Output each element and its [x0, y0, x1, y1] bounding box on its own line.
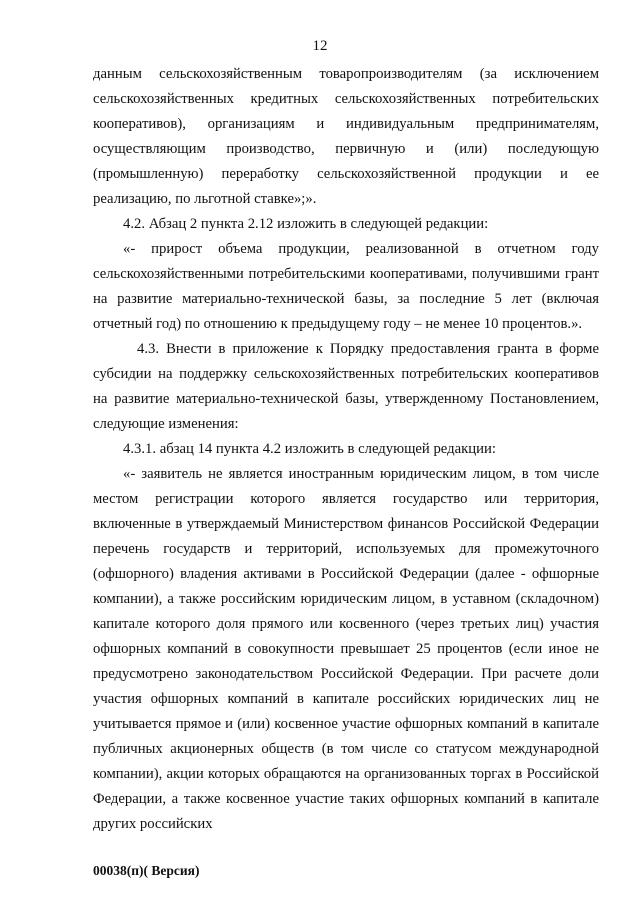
document-body — [93, 62, 599, 837]
page-number: 12 — [312, 38, 328, 54]
paragraph-4-2: 4.2. Абзац 2 пункта 2.12 изложить в следующей редакции: — [123, 216, 489, 232]
paragraph-4-3-1-quote: «- заявитель не является иностранным юридическим лицом, в том числе местом регистрации которого является государство или территория, включенные в утверждаемый Министерством финансов Российской Федерации перечень государств и территорий, используемых для промежуточного (офшорного) владения активами в Российской Федерации (далее - офшорные компании), а также российским юридическим лицом, в уставном (складочном) капитале которого доля прямого или косвенного (через третьих лиц) участия офшорных компаний в совокупности превышает 25 процентов (если иное не предусмотрено законодательством Российской Федерации. При расчете доли участия офшорных компаний в капитале российских юридических лиц не учитывается прямое и (или) косвенное участие офшорных компаний в капитале публичных акционерных обществ (в том числе со статусом международной компании), акции которых обращаются на организованных торгах в Российской Федерации, а также косвенное участие таких офшорных компаний в капитале других российских — [93, 466, 599, 832]
paragraph-4-3-1: 4.3.1. абзац 14 пункта 4.2 изложить в следующей редакции: — [123, 441, 496, 457]
paragraph-4-3: 4.3. Внести в приложение к Порядку предоставления гранта в форме субсидии на поддержку сельскохозяйственных потребительских кооперативов на развитие материально-технической базы, утвержденному Постановлением, следующие изменения: — [93, 341, 599, 432]
document-version-footer: 00038(п)( Версия) — [93, 863, 200, 878]
paragraph-continuation: данным сельскохозяйственным товаропроизводителям (за исключением сельскохозяйственных кредитных сельскохозяйственных потребительских кооперативов), организациям и индивидуальным предпринимателям, осуществляющим производство, первичную и (или) последующую (промышленную) переработку сельскохозяйственной продукции и ее реализацию, по льготной ставке»;». — [93, 66, 599, 207]
paragraph-4-2-quote: «- прирост объема продукции, реализованной в отчетном году сельскохозяйственными потребительскими кооперативами, получившими грант на развитие материально-технической базы, за последние 5 лет (включая отчетный год) по отношению к предыдущему году – не менее 10 процентов.». — [93, 241, 599, 332]
